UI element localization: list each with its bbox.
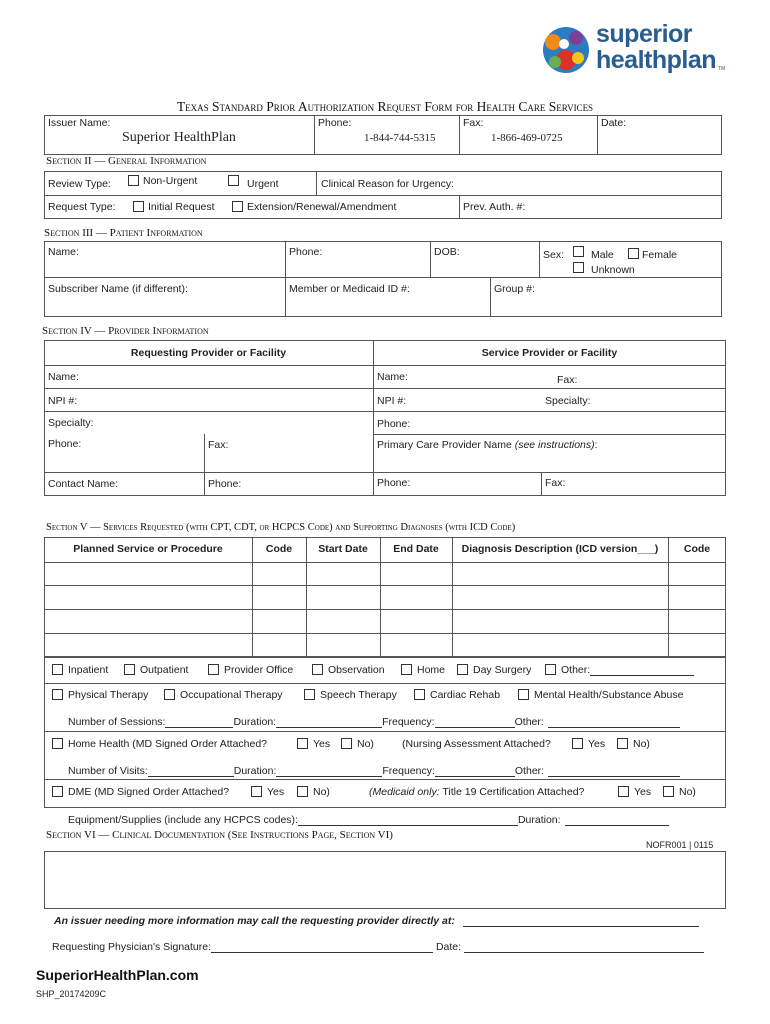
services-table bbox=[44, 537, 726, 657]
col-diagnosis: Diagnosis Description (ICD version___) bbox=[461, 543, 659, 555]
home-health-no-label: No) bbox=[357, 738, 374, 750]
physical-therapy-checkbox[interactable] bbox=[52, 689, 63, 700]
title19-no-label: No) bbox=[679, 786, 696, 798]
inpatient-label: Inpatient bbox=[68, 664, 109, 676]
svc-fax-label: Fax: bbox=[557, 374, 578, 386]
nursing-no-label: No) bbox=[633, 738, 650, 750]
extension-label: Extension/Renewal/Amendment bbox=[247, 201, 397, 213]
male-label: Male bbox=[591, 249, 614, 261]
dme-label: DME (MD Signed Order Attached? bbox=[68, 786, 230, 798]
title19-no-checkbox[interactable] bbox=[663, 786, 674, 797]
home-health-no-checkbox[interactable] bbox=[341, 738, 352, 749]
section5-title: Section V — Services Requested (with CPT, CDT, or HCPCS Code) and Supporting Diagnoses (with ICD Code) bbox=[46, 522, 516, 533]
trademark: TM bbox=[718, 66, 726, 72]
section4-title: Section IV — Provider Information bbox=[42, 325, 209, 337]
member-id-label: Member or Medicaid ID #: bbox=[289, 283, 410, 295]
day-surgery-checkbox[interactable] bbox=[457, 664, 468, 675]
nursing-label: (Nursing Assessment Attached? bbox=[402, 738, 551, 750]
issuer-date-label: Date: bbox=[601, 117, 627, 129]
svc-name-label: Name: bbox=[377, 371, 408, 383]
issuer-note: An issuer needing more information may call the requesting provider directly at: bbox=[54, 915, 699, 927]
family-logo-icon bbox=[540, 22, 592, 77]
pcp-name-label: Primary Care Provider Name (see instructions): bbox=[377, 439, 598, 451]
occupational-therapy-checkbox[interactable] bbox=[164, 689, 175, 700]
subscriber-name-label: Subscriber Name (if different): bbox=[48, 283, 188, 295]
col-icd-code: Code bbox=[683, 543, 711, 555]
speech-therapy-checkbox[interactable] bbox=[304, 689, 315, 700]
cardiac-rehab-checkbox[interactable] bbox=[414, 689, 425, 700]
form-code: NOFR001 | 0115 bbox=[646, 840, 714, 850]
req-contact-phone-label: Phone: bbox=[208, 478, 242, 490]
observation-checkbox[interactable] bbox=[312, 664, 323, 675]
review-type-label: Review Type: bbox=[48, 178, 111, 190]
female-label: Female bbox=[642, 249, 678, 261]
issuer-name-value[interactable]: Superior HealthPlan bbox=[122, 130, 236, 145]
svc-specialty-label: Specialty: bbox=[545, 395, 591, 407]
patient-phone-label: Phone: bbox=[289, 246, 323, 258]
nursing-yes-checkbox[interactable] bbox=[572, 738, 583, 749]
dme-yes-checkbox[interactable] bbox=[251, 786, 262, 797]
provider-office-label: Provider Office bbox=[224, 664, 294, 676]
urgent-label: Urgent bbox=[247, 178, 279, 190]
mental-health-checkbox[interactable] bbox=[518, 689, 529, 700]
cardiac-rehab-label: Cardiac Rehab bbox=[430, 689, 501, 701]
provider-office-checkbox[interactable] bbox=[208, 664, 219, 675]
equipment-line: Equipment/Supplies (include any HCPCS codes): Duration: bbox=[68, 814, 669, 826]
other-setting-label: Other: bbox=[561, 664, 694, 676]
extension-checkbox[interactable] bbox=[232, 201, 243, 212]
requesting-provider-header: Requesting Provider or Facility bbox=[130, 347, 287, 359]
clinical-reason-label: Clinical Reason for Urgency: bbox=[321, 178, 455, 190]
observation-label: Observation bbox=[328, 664, 385, 676]
title19-yes-checkbox[interactable] bbox=[618, 786, 629, 797]
issuer-phone-value[interactable]: 1-844-744-5315 bbox=[364, 132, 436, 144]
group-label: Group #: bbox=[494, 283, 535, 295]
req-fax-label: Fax: bbox=[208, 439, 229, 451]
home-health-yes-label: Yes bbox=[313, 738, 331, 750]
col-code: Code bbox=[265, 543, 293, 555]
unknown-checkbox[interactable] bbox=[573, 262, 584, 273]
patient-dob-label: DOB: bbox=[434, 246, 460, 258]
brand-name-line2: healthplan bbox=[596, 46, 717, 74]
issuer-fax-label: Fax: bbox=[463, 117, 484, 129]
req-npi-label: NPI #: bbox=[48, 395, 78, 407]
req-contact-name-label: Contact Name: bbox=[48, 478, 119, 490]
medicaid-only-label: (Medicaid only: Title 19 Certification Attached? bbox=[369, 786, 585, 798]
home-label: Home bbox=[417, 664, 446, 676]
physical-therapy-label: Physical Therapy bbox=[68, 689, 149, 701]
doc-code: SHP_20174209C bbox=[36, 989, 107, 999]
req-phone-label: Phone: bbox=[48, 438, 82, 450]
brand-name-line1: superior bbox=[596, 20, 693, 48]
req-specialty-label: Specialty: bbox=[48, 417, 94, 429]
urgent-checkbox[interactable] bbox=[228, 175, 239, 186]
nursing-no-checkbox[interactable] bbox=[617, 738, 628, 749]
home-health-checkbox[interactable] bbox=[52, 738, 63, 749]
col-planned-service: Planned Service or Procedure bbox=[73, 543, 223, 555]
dme-checkbox[interactable] bbox=[52, 786, 63, 797]
non-urgent-label: Non-Urgent bbox=[143, 175, 198, 187]
patient-sex-label: Sex: bbox=[543, 249, 565, 261]
male-checkbox[interactable] bbox=[573, 246, 584, 257]
patient-name-label: Name: bbox=[48, 246, 79, 258]
inpatient-checkbox[interactable] bbox=[52, 664, 63, 675]
home-checkbox[interactable] bbox=[401, 664, 412, 675]
svc-contact-fax-label: Fax: bbox=[545, 477, 566, 489]
prev-auth-label: Prev. Auth. #: bbox=[463, 201, 526, 213]
service-provider-header: Service Provider or Facility bbox=[481, 347, 618, 359]
section3-title: Section III — Patient Information bbox=[44, 227, 203, 239]
svc-contact-phone-label: Phone: bbox=[377, 477, 411, 489]
outpatient-checkbox[interactable] bbox=[124, 664, 135, 675]
section3-box bbox=[44, 241, 722, 317]
dme-no-checkbox[interactable] bbox=[297, 786, 308, 797]
occupational-therapy-label: Occupational Therapy bbox=[180, 689, 283, 701]
unknown-label: Unknown bbox=[591, 264, 635, 276]
mental-health-label: Mental Health/Substance Abuse bbox=[534, 689, 684, 701]
col-start-date: Start Date bbox=[318, 543, 368, 555]
speech-therapy-label: Speech Therapy bbox=[320, 689, 397, 701]
non-urgent-checkbox[interactable] bbox=[128, 175, 139, 186]
home-health-label: Home Health (MD Signed Order Attached? bbox=[68, 738, 268, 750]
svc-phone-label: Phone: bbox=[377, 418, 411, 430]
section2-title: Section II — General Information bbox=[46, 155, 207, 167]
sessions-line: Number of Sessions: Duration: Frequency: Other: bbox=[68, 716, 680, 728]
form-title: Texas Standard Prior Authorization Request Form for Health Care Services bbox=[176, 99, 594, 114]
clinical-documentation-box[interactable] bbox=[44, 851, 726, 909]
initial-request-label: Initial Request bbox=[148, 201, 215, 213]
signature-line: Requesting Physician's Signature: Date: bbox=[52, 941, 704, 953]
outpatient-label: Outpatient bbox=[140, 664, 189, 676]
request-type-label: Request Type: bbox=[48, 201, 116, 213]
issuer-phone-label: Phone: bbox=[318, 117, 352, 129]
brand-logo bbox=[540, 20, 730, 80]
req-name-label: Name: bbox=[48, 371, 79, 383]
day-surgery-label: Day Surgery bbox=[473, 664, 532, 676]
female-checkbox[interactable] bbox=[628, 248, 639, 259]
website: SuperiorHealthPlan.com bbox=[36, 967, 199, 983]
issuer-fax-value[interactable]: 1-866-469-0725 bbox=[491, 132, 563, 144]
title19-yes-label: Yes bbox=[634, 786, 652, 798]
dme-no-label: No) bbox=[313, 786, 330, 798]
initial-request-checkbox[interactable] bbox=[133, 201, 144, 212]
visits-line: Number of Visits: Duration: Frequency: Other: bbox=[68, 765, 680, 777]
svc-npi-label: NPI #: bbox=[377, 395, 407, 407]
home-health-yes-checkbox[interactable] bbox=[297, 738, 308, 749]
other-setting-checkbox[interactable] bbox=[545, 664, 556, 675]
col-end-date: End Date bbox=[393, 543, 439, 555]
nursing-yes-label: Yes bbox=[588, 738, 606, 750]
issuer-name-label: Issuer Name: bbox=[48, 117, 111, 129]
dme-yes-label: Yes bbox=[267, 786, 285, 798]
section6-title: Section VI — Clinical Documentation (See Instructions Page, Section VI) bbox=[46, 829, 393, 841]
